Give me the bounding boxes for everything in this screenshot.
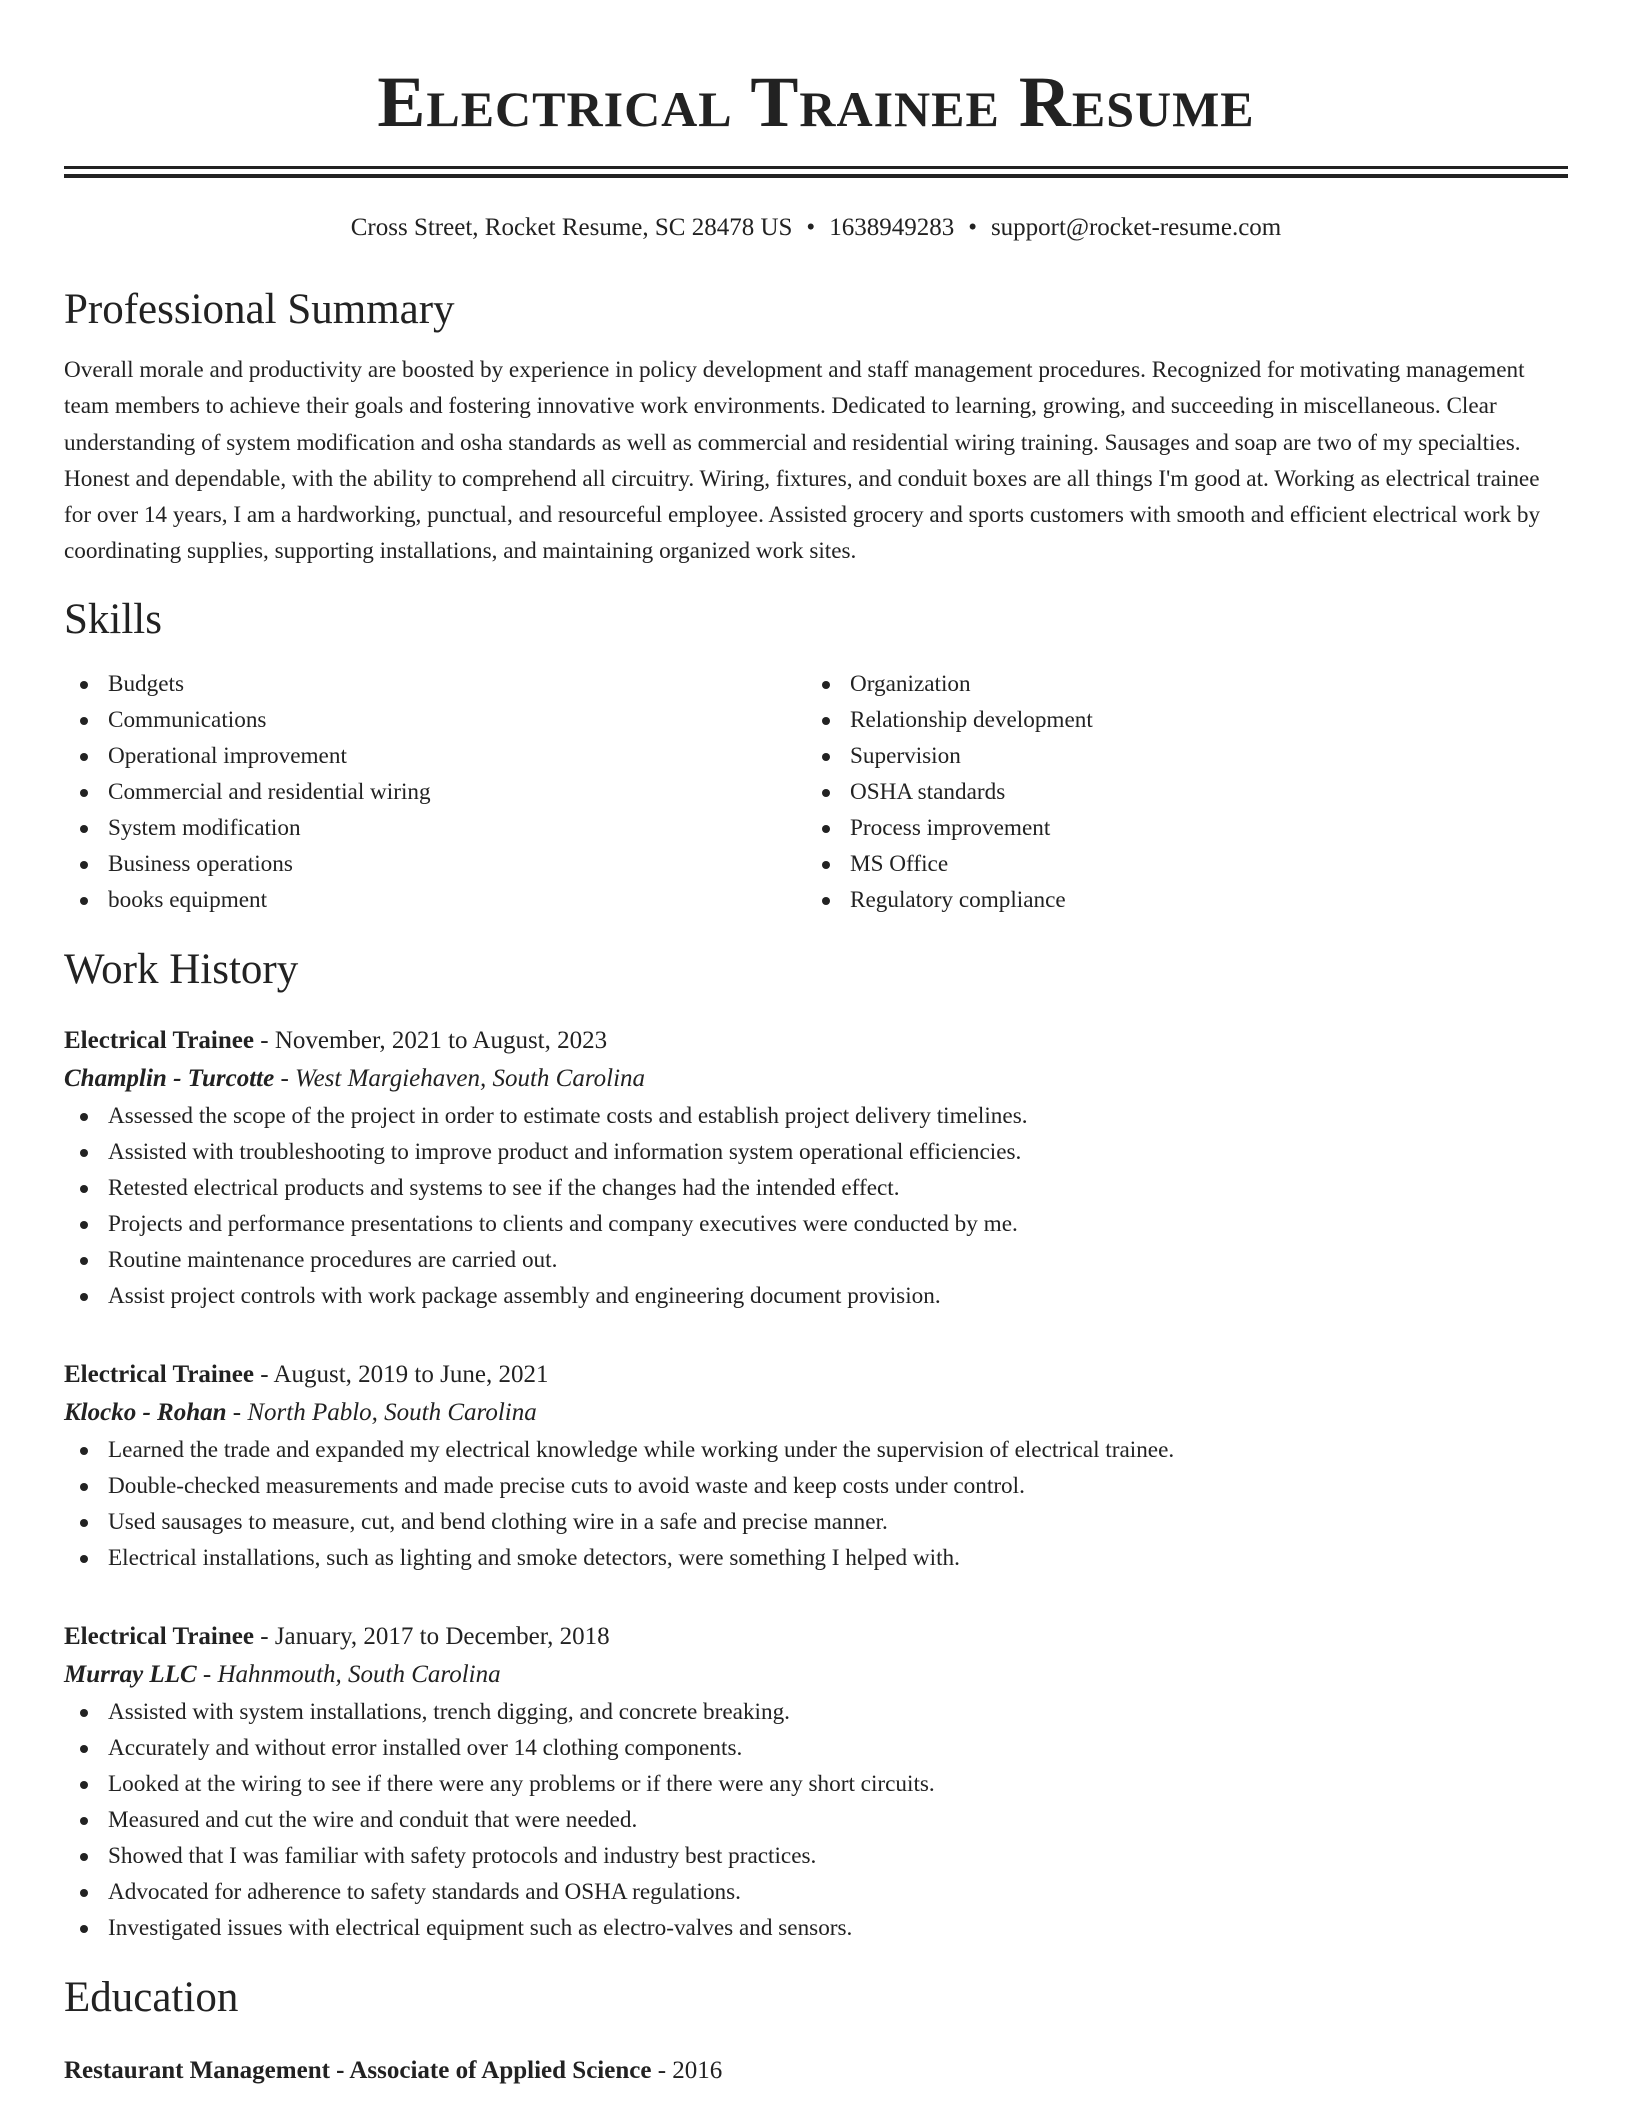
job-bullet: Projects and performance presentations to clients and company executives were conducted by me. bbox=[64, 1206, 1568, 1242]
job-title: Electrical Trainee bbox=[64, 1622, 254, 1650]
skill-item: Process improvement bbox=[806, 810, 1548, 846]
job-title-line: Electrical Trainee - August, 2019 to June, 2021 bbox=[64, 1360, 549, 1388]
job-bullet: Assessed the scope of the project in order to estimate costs and establish project delivery timelines. bbox=[64, 1098, 1568, 1134]
skill-item: Business operations bbox=[64, 846, 806, 882]
skill-item: books equipment bbox=[64, 882, 806, 918]
skills-heading: Skills bbox=[64, 595, 162, 643]
job-company-line: Champlin - Turcotte - West Margiehaven, South Carolina bbox=[64, 1064, 646, 1092]
job-bullets bbox=[64, 1432, 1568, 1576]
summary-text: Overall morale and productivity are boosted by experience in policy development and staff management procedures. Recognized for motivating management team members to achieve their goals and fostering innovative work environments. Dedicated to learning, growing, and succeeding in miscellaneous. Clear understanding of system modification and osha standards as well as commercial and residential wiring training. Sausages and soap are two of my specialties. Honest and dependable, with the ability to comprehend all circuitry. Wiring, fixtures, and conduit boxes are all things I'm good at. Working as electrical trainee for over 14 years, I am a hardworking, punctual, and resourceful employee. Assisted grocery and sports customers with smooth and efficient electrical work by coordinating supplies, supporting installations, and maintaining organized work sites. bbox=[64, 357, 1541, 565]
resume-page bbox=[64, 0, 1568, 2090]
education-entry: Restaurant Management - Associate of Applied Science - 2016 bbox=[64, 2056, 723, 2084]
skills-list-right bbox=[806, 666, 1548, 918]
contact-address: Cross Street, Rocket Resume, SC 28478 US bbox=[350, 214, 793, 241]
job-company-line: Klocko - Rohan - North Pablo, South Carolina bbox=[64, 1398, 537, 1426]
job-location: West Margiehaven, South Carolina bbox=[295, 1064, 646, 1092]
skill-item: Operational improvement bbox=[64, 738, 806, 774]
job-bullet: Assist project controls with work package assembly and engineering document provision. bbox=[64, 1278, 1568, 1314]
contact-separator: • bbox=[806, 214, 816, 241]
education-degree: Restaurant Management - Associate of Applied Science bbox=[64, 2056, 652, 2084]
job-bullet: Double-checked measurements and made precise cuts to avoid waste and keep costs under control. bbox=[64, 1468, 1568, 1504]
job-entry bbox=[64, 1356, 1568, 1576]
summary-heading: Professional Summary bbox=[64, 286, 455, 333]
skill-item: Commercial and residential wiring bbox=[64, 774, 806, 810]
job-title-line: Electrical Trainee - January, 2017 to December, 2018 bbox=[64, 1622, 610, 1650]
job-location: North Pablo, South Carolina bbox=[247, 1398, 537, 1426]
skill-item: Budgets bbox=[64, 666, 806, 702]
job-company: Champlin - Turcotte bbox=[64, 1064, 275, 1092]
job-bullet: Investigated issues with electrical equipment such as electro-valves and sensors. bbox=[64, 1910, 1568, 1946]
skill-item: System modification bbox=[64, 810, 806, 846]
work-history-heading: Work History bbox=[64, 945, 299, 993]
job-bullet: Looked at the wiring to see if there were any problems or if there were any short circuits. bbox=[64, 1766, 1568, 1802]
contact-email: support@rocket-resume.com bbox=[990, 214, 1282, 241]
job-bullet: Assisted with troubleshooting to improve product and information system operational efficiencies. bbox=[64, 1134, 1568, 1170]
skill-item: Supervision bbox=[806, 738, 1548, 774]
job-dates: November, 2021 to August, 2023 bbox=[274, 1026, 608, 1054]
education-year: 2016 bbox=[672, 2056, 723, 2084]
job-title: Electrical Trainee bbox=[64, 1360, 254, 1388]
skill-item: Regulatory compliance bbox=[806, 882, 1548, 918]
job-bullet: Routine maintenance procedures are carried out. bbox=[64, 1242, 1568, 1278]
job-bullets bbox=[64, 1098, 1568, 1314]
job-bullet: Measured and cut the wire and conduit that were needed. bbox=[64, 1802, 1568, 1838]
job-bullet: Assisted with system installations, trench digging, and concrete breaking. bbox=[64, 1694, 1568, 1730]
job-title-line: Electrical Trainee - November, 2021 to August, 2023 bbox=[64, 1026, 608, 1054]
skill-item: Organization bbox=[806, 666, 1548, 702]
skills-list-left bbox=[64, 666, 806, 918]
job-bullet: Used sausages to measure, cut, and bend clothing wire in a safe and precise manner. bbox=[64, 1504, 1568, 1540]
resume-title: Electrical Trainee Resume bbox=[377, 62, 1255, 142]
job-title: Electrical Trainee bbox=[64, 1026, 254, 1054]
job-location: Hahnmouth, South Carolina bbox=[217, 1660, 501, 1688]
job-bullet: Retested electrical products and systems to see if the changes had the intended effect. bbox=[64, 1170, 1568, 1206]
contact-separator: • bbox=[968, 214, 977, 241]
job-entry bbox=[64, 1618, 1568, 1946]
job-company: Murray LLC bbox=[64, 1660, 197, 1688]
job-bullet: Learned the trade and expanded my electrical knowledge while working under the supervision of electrical trainee. bbox=[64, 1432, 1568, 1468]
job-entry bbox=[64, 1022, 1568, 1314]
job-dates: January, 2017 to December, 2018 bbox=[274, 1622, 610, 1650]
job-bullet: Electrical installations, such as lighting and smoke detectors, were something I helped with. bbox=[64, 1540, 1568, 1576]
job-bullet: Accurately and without error installed over 14 clothing components. bbox=[64, 1730, 1568, 1766]
contact-phone: 1638949283 bbox=[829, 214, 955, 241]
skill-item: OSHA standards bbox=[806, 774, 1548, 810]
job-company-line: Murray LLC - Hahnmouth, South Carolina bbox=[64, 1660, 501, 1688]
job-bullet: Advocated for adherence to safety standards and OSHA regulations. bbox=[64, 1874, 1568, 1910]
skill-item: MS Office bbox=[806, 846, 1548, 882]
job-bullets bbox=[64, 1694, 1568, 1946]
title-double-rule bbox=[64, 166, 1568, 178]
job-dates: August, 2019 to June, 2021 bbox=[273, 1360, 549, 1388]
education-heading: Education bbox=[64, 1973, 239, 2021]
job-bullet: Showed that I was familiar with safety protocols and industry best practices. bbox=[64, 1838, 1568, 1874]
skill-item: Relationship development bbox=[806, 702, 1548, 738]
job-company: Klocko - Rohan bbox=[64, 1398, 227, 1426]
skill-item: Communications bbox=[64, 702, 806, 738]
skills-grid bbox=[64, 666, 1568, 918]
contact-line bbox=[64, 212, 1568, 244]
